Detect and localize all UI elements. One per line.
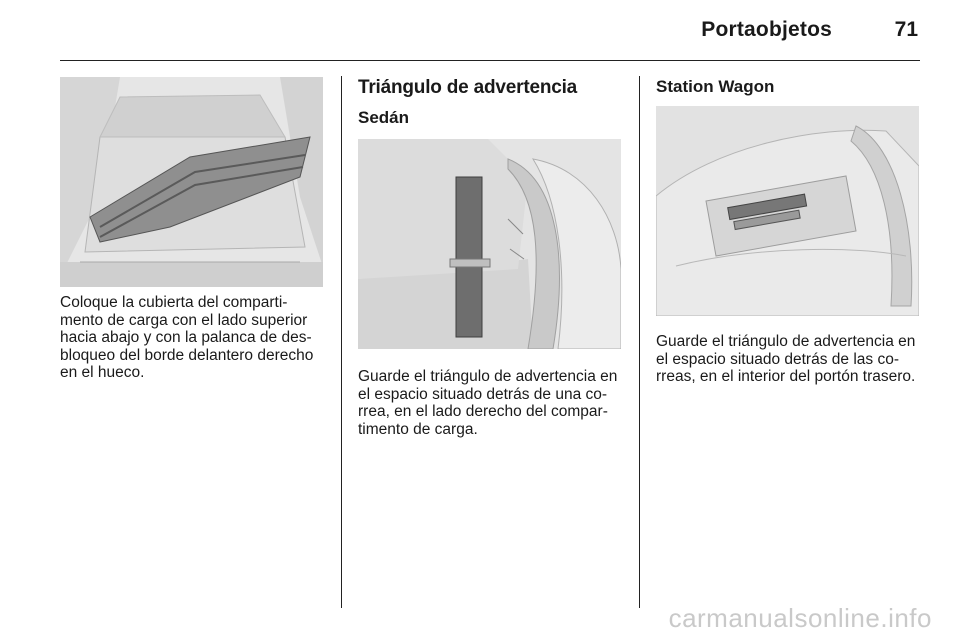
page-number: 71 xyxy=(894,18,918,41)
text-line: mento de carga con el lado superior xyxy=(60,311,308,329)
column2-text xyxy=(358,368,617,438)
text-line: Guarde el triángulo de advertencia en xyxy=(358,368,618,385)
text-line: rreas, en el interior del portón trasero. xyxy=(656,368,916,385)
text-line: rrea, en el lado derecho del compar- xyxy=(358,403,608,420)
cargo-cover-illustration xyxy=(60,77,323,287)
subheading-sedan: Sedán xyxy=(358,108,410,127)
column-divider-2 xyxy=(639,76,640,608)
station-wagon-tailgate-illustration xyxy=(656,106,919,316)
text-line: el espacio situado detrás de las co- xyxy=(656,350,899,368)
text-line: el espacio situado detrás de una co- xyxy=(358,385,608,403)
column3-text xyxy=(656,333,915,386)
text-line: Guarde el triángulo de advertencia en xyxy=(656,333,916,350)
text-line: hacia abajo y con la palanca de des- xyxy=(60,329,312,346)
subheading-station-wagon: Station Wagon xyxy=(656,77,775,96)
section-heading: Triángulo de advertencia xyxy=(358,77,578,98)
text-line: timento de carga. xyxy=(358,420,478,438)
column-divider-1 xyxy=(341,76,342,608)
page-title: Portaobjetos xyxy=(701,18,832,41)
text-line: en el hueco. xyxy=(60,364,145,381)
text-line: Coloque la cubierta del comparti- xyxy=(60,294,288,311)
header-divider xyxy=(60,60,920,61)
text-line: bloqueo del borde delantero derecho xyxy=(60,346,314,364)
column1-text xyxy=(60,294,313,382)
watermark: carmanualsonline.info xyxy=(668,603,932,633)
sedan-trunk-illustration xyxy=(358,139,621,349)
